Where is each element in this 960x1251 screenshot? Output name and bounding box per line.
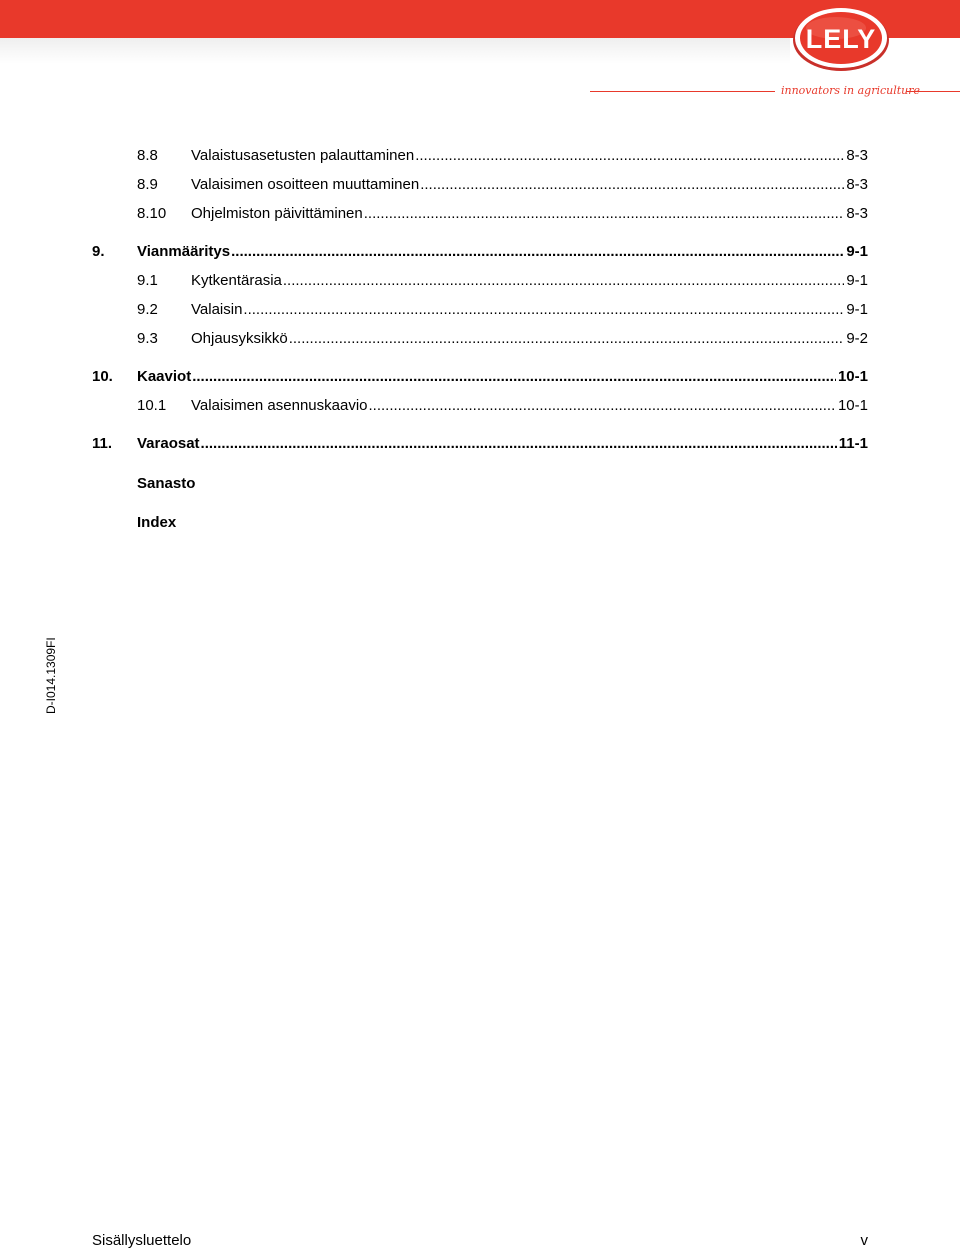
- toc-dot-leader: [283, 271, 844, 291]
- toc-entry-title: Varaosat: [137, 435, 200, 452]
- toc-entry-title: Valaisimen osoitteen muuttaminen: [191, 176, 420, 193]
- toc-dot-leader: [364, 204, 845, 224]
- toc-entry[interactable]: [92, 434, 868, 454]
- toc-entry-title: Vianmääritys: [137, 243, 231, 260]
- toc-entry-title: Valaisin: [191, 301, 243, 318]
- toc-entry-page: 10-1: [837, 368, 868, 385]
- toc-entry-index[interactable]: Index: [137, 514, 177, 531]
- tagline-rule-left: [590, 91, 775, 92]
- toc-entry[interactable]: [92, 204, 868, 224]
- toc-entry[interactable]: [92, 396, 868, 416]
- toc-entry-title: Kaaviot: [137, 368, 192, 385]
- header-shade: [0, 38, 790, 64]
- lely-logo: [786, 4, 896, 74]
- toc-entry-number: 9.1: [137, 272, 158, 289]
- toc-dot-leader: [231, 242, 844, 262]
- toc-dot-leader: [201, 434, 837, 454]
- toc-entry-number: 10.1: [137, 397, 167, 414]
- tagline: innovators in agriculture: [781, 84, 921, 97]
- toc-entry[interactable]: [92, 329, 868, 349]
- toc-entry[interactable]: [92, 175, 868, 195]
- toc-entry-page: 8-3: [846, 147, 868, 164]
- toc-entry[interactable]: [92, 367, 868, 387]
- toc-entry-title: Valaisimen asennuskaavio: [191, 397, 368, 414]
- toc-entry[interactable]: [92, 300, 868, 320]
- footer-page-number: v: [860, 1232, 868, 1249]
- toc-dot-leader: [243, 300, 844, 320]
- toc-entry-title: Kytkentärasia: [191, 272, 282, 289]
- toc-entry[interactable]: [92, 271, 868, 291]
- toc-entry[interactable]: [92, 146, 868, 166]
- toc-entry-page: 9-1: [846, 243, 868, 260]
- footer-section-title: Sisällysluettelo: [92, 1232, 192, 1249]
- toc-entry-number: 9.2: [137, 301, 158, 318]
- toc-entry-sanasto[interactable]: Sanasto: [137, 475, 196, 492]
- toc-entry[interactable]: [92, 242, 868, 262]
- toc-entry-page: 9-1: [846, 301, 868, 318]
- toc-entry-number: 9.3: [137, 330, 158, 347]
- toc-entry-title: Valaistusasetusten palauttaminen: [191, 147, 415, 164]
- toc-dot-leader: [420, 175, 844, 195]
- toc-entry-number: 8.8: [137, 147, 158, 164]
- toc-entry-number: 11.: [92, 435, 113, 452]
- toc-entry-title: Ohjausyksikkö: [191, 330, 288, 347]
- toc-entry-number: 8.10: [137, 205, 167, 222]
- toc-entry-page: 9-1: [846, 272, 868, 289]
- toc-entry-page: 8-3: [846, 176, 868, 193]
- toc-dot-leader: [415, 146, 844, 166]
- toc-entry-number: 8.9: [137, 176, 158, 193]
- toc-dot-leader: [289, 329, 845, 349]
- toc-entry-page: 10-1: [837, 397, 868, 414]
- toc-entry-page: 11-1: [838, 435, 868, 452]
- toc-entry-number: 9.: [92, 243, 105, 260]
- logo-wordmark: LELY: [805, 24, 877, 54]
- tagline-rule-right: [906, 91, 960, 92]
- toc-dot-leader: [369, 396, 836, 416]
- document-code: D-I014.1309FI: [44, 637, 58, 714]
- toc-entry-number: 10.: [92, 368, 113, 385]
- toc-entry-title: Ohjelmiston päivittäminen: [191, 205, 363, 222]
- toc-entry-page: 9-2: [846, 330, 868, 347]
- toc-dot-leader: [192, 367, 836, 387]
- toc-entry-page: 8-3: [846, 205, 868, 222]
